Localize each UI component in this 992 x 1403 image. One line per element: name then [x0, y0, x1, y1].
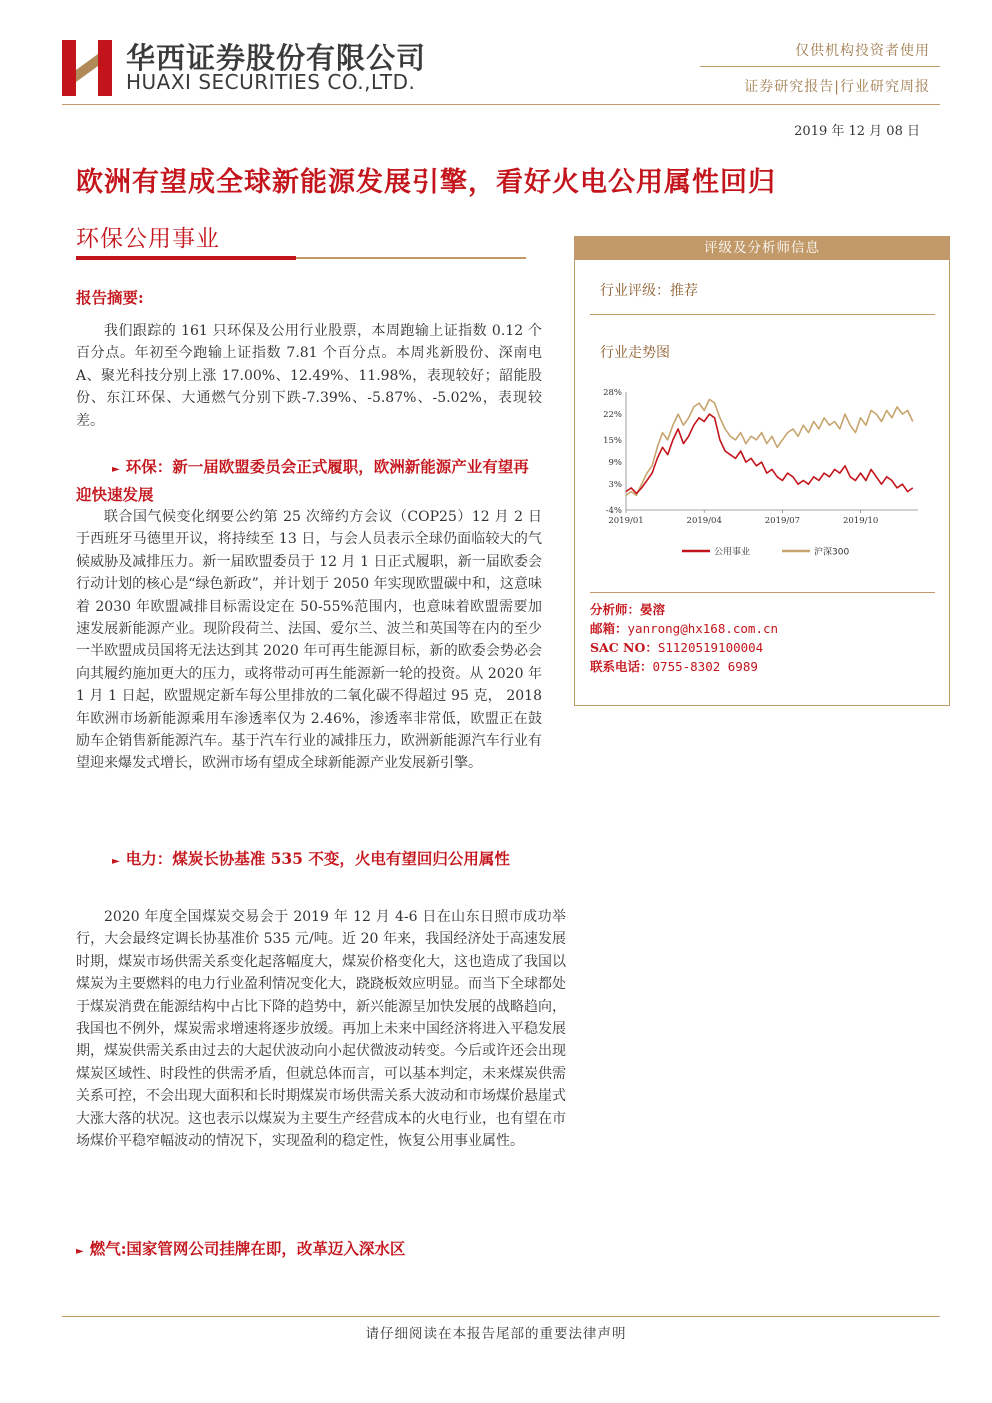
company-name-en: HUAXI SECURITIES CO.,LTD.	[126, 70, 416, 94]
summary-intro: 我们跟踪的 161 只环保及公用行业股票，本周跑输上证指数 0.12 个百分点。年初至今跑输上证指数 7.81 个百分点。本周兆新股份、深南电 A、聚光科技分别上涨 17.00%、12.49%、11.98%，表现较好；韶能股份、东江环保、大通燃气分别下跌-7.39%、-5.87%、-5.02%，表现较差。	[76, 323, 542, 429]
x-tick-label: 2019/10	[842, 516, 879, 526]
y-tick-label: 15%	[603, 435, 622, 446]
industry-rating: 行业评级：推荐	[600, 283, 698, 299]
report-type: 证券研究报告|行业研究周报	[744, 79, 930, 95]
y-tick-label: 9%	[608, 458, 622, 469]
x-tick-label: 2019/07	[764, 516, 801, 526]
series-line-utilities	[626, 414, 913, 493]
analyst-phone-row: 联系电话：0755-8302 6989	[590, 659, 758, 674]
header-divider	[62, 104, 940, 105]
header-divider-short	[700, 66, 940, 67]
bullet-body-power: 2020 年度全国煤炭交易会于 2019 年 12 月 4-6 日在山东日照市成功举行，大会最终定调长协基准价 535 元/吨。近 20 年来，我国经济处于高速发展时期，煤炭市场供需关系变化起落幅度大，煤炭价格变化大，这也造成了我国以煤炭为主要燃料的电力行业盈利情况变化大，跷跷板效应明显。而当下全球都处于煤炭消费在能源结构中占比下降的趋势中，新兴能源呈加快发展的战略趋向，我国也不例外，煤炭需求增速将逐步放缓。再加上未来中国经济将进入平稳发展期，煤炭供需关系由过去的大起伏波动向小起伏微波动转变。今后或许还会出现煤炭区域性、时段性的供需矛盾，但就总体而言，可以基本判定，未来煤炭供需关系可控，不会出现大面积和长时期煤炭市场供需关系大波动和市场煤价悬崖式大涨大落的状况。这也表示以煤炭为主要生产经营成本的火电行业，也有望在市场煤价平稳窄幅波动的情况下，实现盈利的稳定性，恢复公用事业属性。	[76, 909, 566, 1150]
analyst-divider	[590, 592, 935, 593]
analyst-name: 晏溶	[640, 602, 666, 617]
y-tick-label: 3%	[608, 480, 622, 491]
bullet-body-environment: 联合国气候变化纲要公约第 25 次缔约方会议（COP25）12 月 2 日于西班牙马德里开议，将持续至 13 日，与会人员表示全球仍面临较大的气候威胁及减排压力。新一届欧盟委员于 12 月 1 日正式履职，新一届欧委会行动计划的核心是“绿色新政”，并计划于 2050 年实现欧盟碳中和，这意味着 2030 年欧盟减排目标需设定在 50-55%范围内，也意味着欧盟需要加速发展新能源产业。现阶段荷兰、法国、爱尔兰、波兰和英国等在内的至少一半欧盟成员国将无法达到其 2020 年可再生能源目标，新的欧委会势必会向其履约施加更大的压力，或将带动可再生能源新一轮的投资。从 2020 年 1 月 1 日起，欧盟规定新车每公里排放的二氧化碳不得超过 95 克， 2018 年欧洲市场新能源乘用车渗透率仅为 2.46%，渗透率非常低，欧盟正在鼓励车企销售新能源汽车。基于汽车行业的减排压力，欧洲新能源汽车行业有望迎来爆发式增长，欧洲市场有望成全球新能源产业发展新引擎。	[76, 509, 542, 772]
bullet-heading-environment: ► 环保：新一届欧盟委员会正式履职，欧洲新能源产业有望再迎快速发展	[76, 457, 529, 504]
industry-trend-chart	[596, 380, 936, 565]
bullet-heading-gas: ► 燃气:国家管网公司挂牌在即，改革迈入深水区	[76, 1239, 406, 1258]
analyst-phone: 0755-8302 6989	[652, 659, 758, 674]
legal-notice: 请仔细阅读在本报告尾部的重要法律声明	[365, 1326, 627, 1342]
rating-divider	[590, 314, 935, 315]
x-tick-label: 2019/04	[686, 516, 722, 526]
analyst-email[interactable]: yanrong@hx168.com.cn	[627, 621, 779, 636]
trend-label: 行业走势图	[600, 345, 670, 361]
y-tick-label: 22%	[603, 410, 622, 421]
report-title: 欧洲有望成全球新能源发展引擎，看好火电公用属性回归	[76, 167, 776, 198]
bullet-arrow-icon: ►	[112, 464, 120, 475]
report-date: 2019 年 12 月 08 日	[794, 124, 920, 139]
series-line-csi300	[626, 399, 913, 495]
rating-panel-heading: 评级及分析师信息	[574, 236, 950, 260]
analyst-sac-row: SAC NO：S1120519100004	[590, 640, 764, 655]
audience-note: 仅供机构投资者使用	[795, 43, 930, 59]
analyst-name-row: 分析师：晏溶	[590, 602, 666, 617]
sector-name: 环保公用事业	[76, 226, 220, 252]
y-tick-label: 28%	[603, 388, 622, 398]
x-tick-label: 2019/01	[608, 516, 644, 526]
bullet-arrow-icon: ►	[76, 1246, 84, 1257]
analyst-sac: S1120519100004	[657, 640, 764, 655]
bullet-heading-power: ► 电力：煤炭长协基准 535 不变，火电有望回归公用属性	[112, 849, 510, 868]
analyst-info	[590, 600, 778, 676]
legend-label: 公用事业	[714, 547, 751, 558]
summary-heading: 报告摘要:	[76, 288, 144, 307]
company-name-cn: 华西证券股份有限公司	[126, 41, 427, 75]
analyst-email-row: 邮箱：yanrong@hx168.com.cn	[590, 621, 779, 636]
rating-value: 推荐	[670, 283, 698, 299]
bullet-arrow-icon: ►	[112, 856, 120, 867]
sector-underline	[76, 256, 296, 260]
company-logo-icon	[62, 40, 112, 96]
y-tick-label: -4%	[605, 506, 622, 516]
sector-underline-thin	[296, 257, 526, 259]
footer-divider	[62, 1316, 940, 1317]
legend-label: 沪深300	[814, 547, 850, 558]
